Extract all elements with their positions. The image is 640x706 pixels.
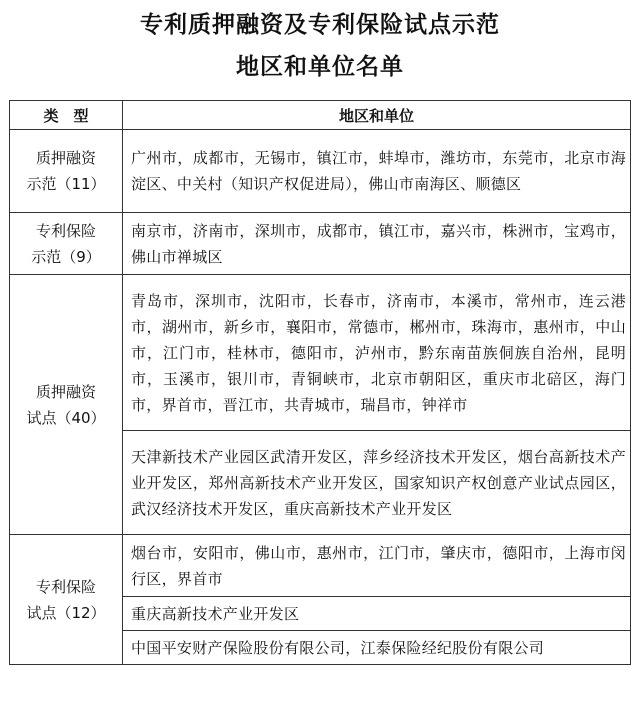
row-category (10, 535, 123, 665)
row-areas: 烟台市，安阳市，佛山市，惠州市，江门市，肇庆市，德阳市，上海市闵行区，界首市 (123, 535, 631, 597)
row-areas: 青岛市，深圳市，沈阳市，长春市，济南市，本溪市，常州市，连云港市，湖州市，新乡市，襄阳市，常德市，郴州市，珠海市，惠州市，中山市，江门市，桂林市，德阳市，泸州市，黔东南苗族侗族自治州，昆明市，玉溪市，银川市，青铜峡市，北京市朝阳区，重庆市北碚区，海门市，界首市，晋江市，共青城市，瑞昌市，钟祥市 (123, 275, 631, 431)
category-line-1: 专利保险 (35, 577, 96, 596)
table-row (10, 213, 631, 275)
header-type: 类 型 (10, 101, 123, 130)
row-areas: 天津新技术产业园区武清开发区，萍乡经济技术开发区，烟台高新技术产业开发区，郑州高新技术产业开发区，国家知识产权创意产业试点园区，武汉经济技术开发区，重庆高新技术产业开发区 (123, 431, 631, 535)
category-line-1: 质押融资 (35, 382, 96, 401)
row-category (10, 213, 123, 275)
row-category (10, 130, 123, 213)
row-areas: 重庆高新技术产业开发区 (123, 597, 631, 631)
row-areas: 中国平安财产保险股份有限公司，江泰保险经纪股份有限公司 (123, 631, 631, 665)
pilot-list-table (9, 100, 631, 665)
category-line-2: 试点（40） (26, 408, 106, 427)
header-areas: 地区和单位 (123, 101, 631, 130)
row-areas: 南京市，济南市，深圳市，成都市，镇江市，嘉兴市，株洲市，宝鸡市，佛山市禅城区 (123, 213, 631, 275)
table-row (10, 535, 631, 597)
category-line-1: 质押融资 (35, 149, 96, 167)
table-row (10, 130, 631, 213)
row-category (10, 275, 123, 535)
row-areas: 广州市，成都市，无锡市，镇江市，蚌埠市，潍坊市，东莞市，北京市海淀区、中关村（知识产权促进局），佛山市南海区、顺德区 (123, 130, 631, 213)
category-line-2: 示范（11） (26, 175, 106, 193)
table-header-row (10, 101, 631, 130)
document-title-line-1: 专利质押融资及专利保险试点示范 (140, 12, 500, 38)
category-line-2: 试点（12） (26, 603, 106, 622)
category-line-1: 专利保险 (35, 221, 96, 240)
category-line-2: 示范（9） (31, 247, 101, 266)
table-row (10, 275, 631, 431)
document-title-line-2: 地区和单位名单 (236, 54, 404, 80)
